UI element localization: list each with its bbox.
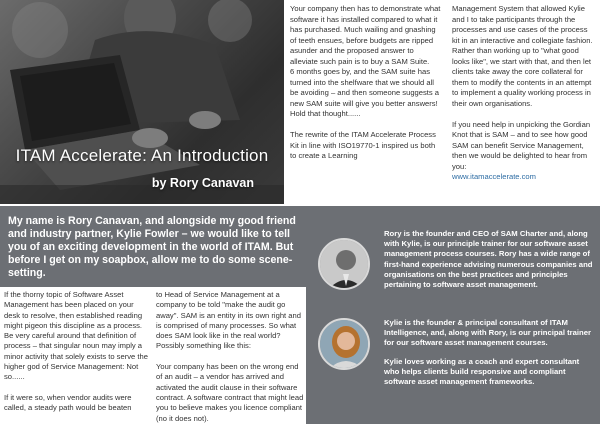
hero-image	[0, 0, 284, 204]
bio-rory	[384, 229, 596, 298]
avatar-rory	[318, 238, 370, 290]
lower-column-1	[4, 290, 148, 424]
paragraph: If it were so, when vendor audits were called, a steady path would be beaten	[4, 392, 132, 413]
paragraph: to Head of Service Management at a company to be told "make the audit go away". SAM is an entity in its own right and is comprised of many processes. So what does SAM look like in the real world? Possibly something like this:	[156, 290, 301, 351]
hero-photo-illustration	[0, 0, 284, 204]
paragraph: Your company then has to demonstrate what software it has installed compared to what it has purchased. Much wailing and gnashing of teeth ensues, before budgets are ripped asunder and the proposed answer to alleviate such pain is to buy a SAM Suite.	[290, 4, 441, 66]
paragraph: Kylie is the founder & principal consultant of ITAM Intelligence, and, along with Rory, is our principal trainer for our software asset management courses.	[384, 318, 592, 348]
paragraph: Kylie loves working as a coach and expert consultant who helps clients build responsive and compliant software asset management frameworks.	[384, 356, 580, 387]
lower-text-box	[0, 287, 306, 424]
paragraph: The rewrite of the ITAM Accelerate Process Kit in line with ISO19770-1 inspired us both to create a Learning	[290, 130, 436, 160]
paragraph: If you need help in unpicking the Gordian Knot that is SAM – and to see how good SAM can benefit Service Management, then we would be delighted to hear from you:	[452, 119, 591, 171]
text-column-2	[452, 4, 596, 193]
paragraph: Management System that allowed Kylie and I to take participants through the processes and use cases of the process kit in an interactive and collegiate fashion. Rather than working up to "what good looks like", we start with that, and then let clients take away the core collateral for them to modify the contents in an attempt to implement a quality working process in their own organisations.	[452, 4, 593, 108]
article-title: ITAM Accelerate: An Introduction	[15, 146, 269, 165]
intro-paragraph: My name is Rory Canavan, and alongside my good friend and industry partner, Kylie Fowler – we would like to tell you of an exciting development in the world of ITAM. But before I get on my soapbox, allow me to do some scene-setting.	[8, 215, 296, 279]
paragraph: 6 months goes by, and the SAM suite has turned into the shelfware that we should all be avoiding – and then someone suggests a new SAM suite will give you better answers! Hold that thought......	[290, 67, 440, 118]
paragraph: If the thorny topic of Software Asset Management has been placed on your desk to resolve, then established reading might pigeon this discipline as a process. Be very careful around that definition of process – that singular noun may imply a minor activity that solely exists to serve the higher god of Service Management: Not so......	[4, 290, 148, 382]
bio-kylie	[384, 318, 596, 395]
text-column-1	[290, 4, 442, 172]
paragraph: Your company has been on the wrong end of an audit – a vendor has arrived and activated the audit clause in their software contract. A software contract that might lead you to believe makes you licence compliant (no it does not).	[156, 362, 304, 423]
website-link[interactable]: www.itamaccelerate.com	[452, 172, 536, 181]
paragraph: Rory is the founder and CEO of SAM Charter and, along with Kylie, is our principle trainer for our software asset management process courses. Rory has a wide range of first-hand experience advising numerous companies and organisations on the best practices and principles pertaining to software asset management.	[384, 229, 593, 290]
article-author: by Rory Canavan	[151, 176, 254, 190]
avatar-kylie	[318, 318, 370, 370]
lower-column-2	[156, 290, 304, 424]
